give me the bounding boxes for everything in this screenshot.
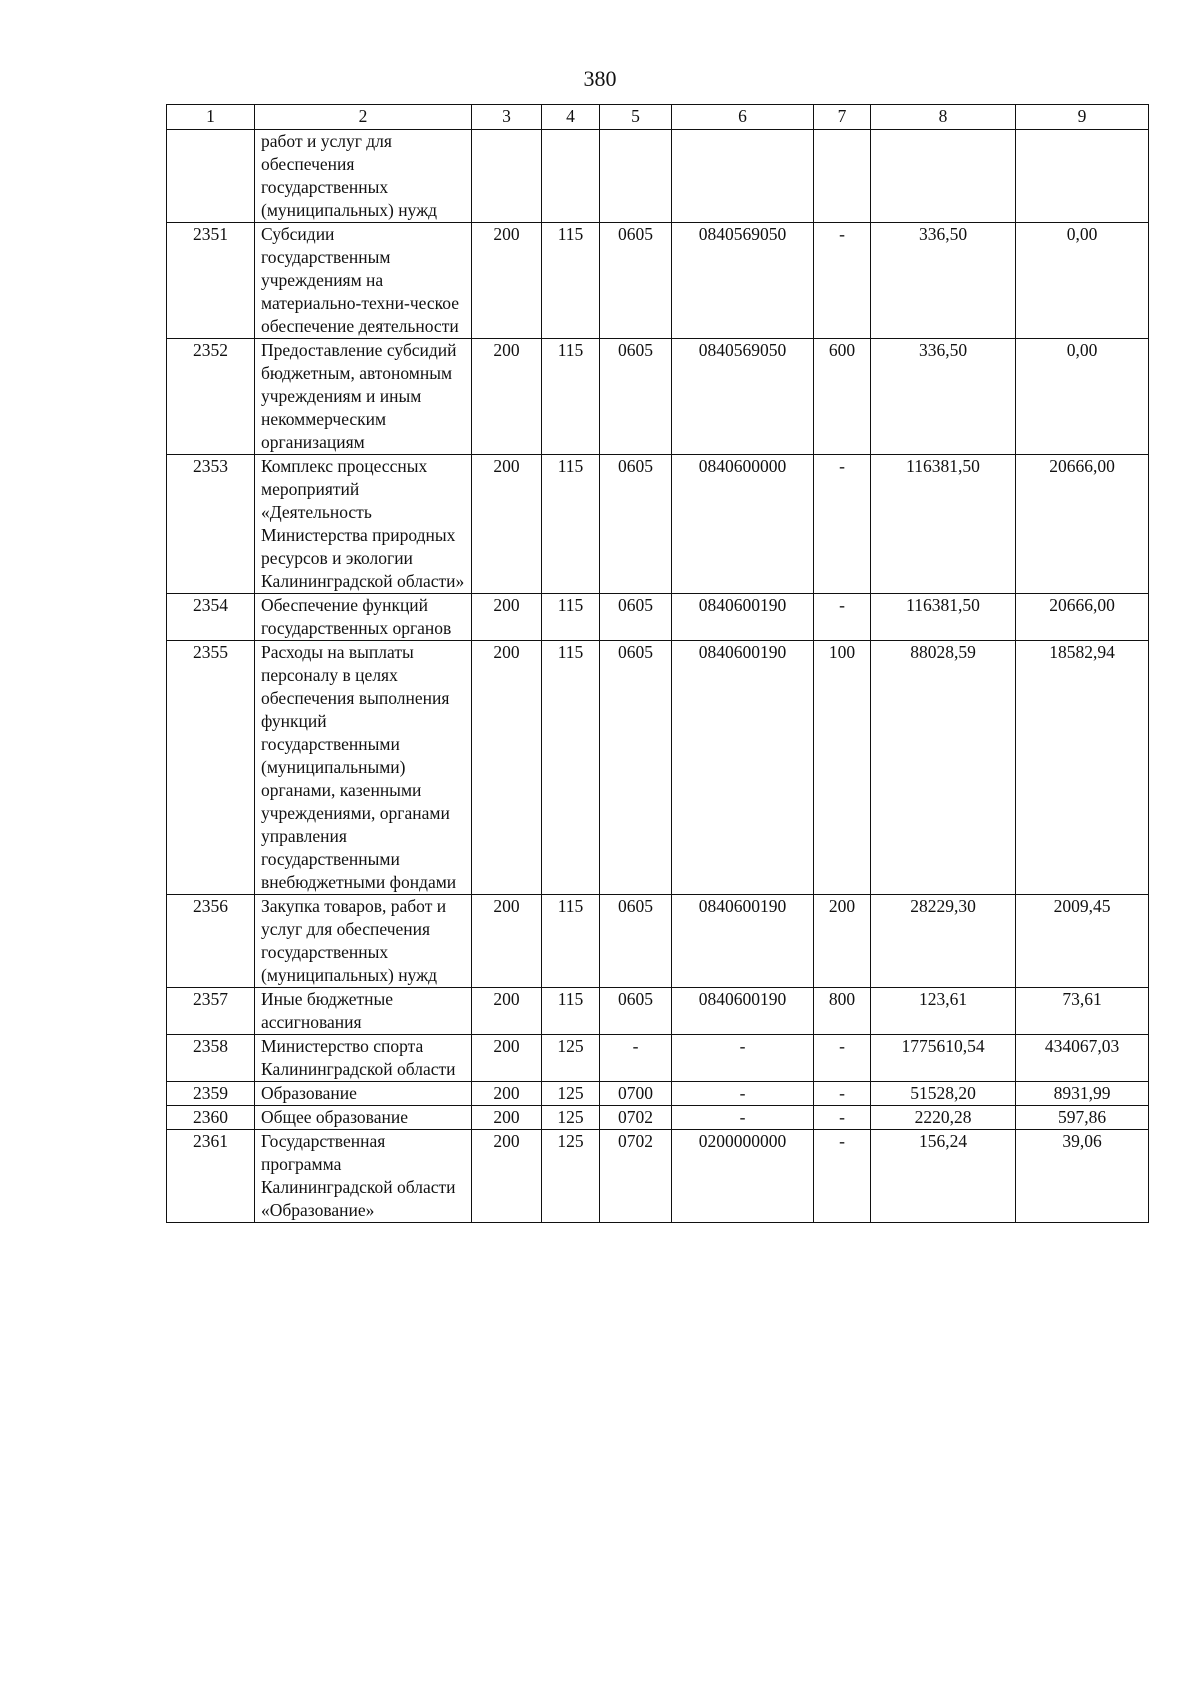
row-expense-type: - (814, 223, 871, 339)
row-name: работ и услуг для обеспечения государственных (муниципальных) нужд (255, 130, 472, 223)
table-row (167, 1035, 1149, 1082)
row-expense-type: - (814, 1035, 871, 1082)
row-amount-8: 116381,50 (871, 455, 1016, 594)
row-section: 0702 (600, 1130, 672, 1223)
row-code-3: 200 (472, 594, 542, 641)
row-number (167, 130, 255, 223)
row-code-4: 125 (542, 1106, 600, 1130)
row-target-article (672, 130, 814, 223)
row-target-article: - (672, 1082, 814, 1106)
row-target-article: 0840600000 (672, 455, 814, 594)
row-expense-type: 600 (814, 339, 871, 455)
row-number: 2358 (167, 1035, 255, 1082)
row-code-3: 200 (472, 1130, 542, 1223)
row-amount-8: 28229,30 (871, 895, 1016, 988)
header-row (167, 105, 1149, 130)
row-name: Расходы на выплаты персоналу в целях обеспечения выполнения функций государственными (муниципальными) органами, казенными учреждениями, органами управления государственными внебюджетными фондами (255, 641, 472, 895)
row-name: Образование (255, 1082, 472, 1106)
row-code-3: 200 (472, 1082, 542, 1106)
table-row (167, 339, 1149, 455)
row-name: Комплекс процессных мероприятий «Деятельность Министерства природных ресурсов и экологии Калининградской области» (255, 455, 472, 594)
row-number: 2353 (167, 455, 255, 594)
row-amount-9: 39,06 (1016, 1130, 1149, 1223)
table-row (167, 988, 1149, 1035)
row-target-article: - (672, 1106, 814, 1130)
row-amount-8: 116381,50 (871, 594, 1016, 641)
row-number: 2351 (167, 223, 255, 339)
row-name: Иные бюджетные ассигнования (255, 988, 472, 1035)
row-code-4: 115 (542, 455, 600, 594)
row-target-article: 0840600190 (672, 988, 814, 1035)
row-code-4: 125 (542, 1035, 600, 1082)
row-target-article: 0840600190 (672, 895, 814, 988)
row-section: 0605 (600, 455, 672, 594)
row-code-4 (542, 130, 600, 223)
row-section: 0605 (600, 339, 672, 455)
table-body (167, 130, 1149, 1223)
table-row (167, 594, 1149, 641)
row-code-4: 115 (542, 223, 600, 339)
column-header: 7 (814, 105, 871, 130)
row-target-article: 0840569050 (672, 339, 814, 455)
row-code-3: 200 (472, 641, 542, 895)
row-code-3 (472, 130, 542, 223)
row-number: 2360 (167, 1106, 255, 1130)
table-row (167, 1106, 1149, 1130)
column-header: 6 (672, 105, 814, 130)
table-row (167, 1130, 1149, 1223)
row-code-4: 115 (542, 988, 600, 1035)
row-section (600, 130, 672, 223)
row-target-article: 0840600190 (672, 594, 814, 641)
row-code-3: 200 (472, 1106, 542, 1130)
row-amount-9: 18582,94 (1016, 641, 1149, 895)
budget-table (166, 104, 1149, 1223)
row-code-3: 200 (472, 339, 542, 455)
row-name: Общее образование (255, 1106, 472, 1130)
row-name: Государственная программа Калининградской области «Образование» (255, 1130, 472, 1223)
row-code-3: 200 (472, 1035, 542, 1082)
row-amount-9: 20666,00 (1016, 455, 1149, 594)
row-target-article: 0840569050 (672, 223, 814, 339)
table-row (167, 130, 1149, 223)
row-amount-8: 88028,59 (871, 641, 1016, 895)
table-row (167, 1082, 1149, 1106)
row-code-3: 200 (472, 455, 542, 594)
row-section: 0605 (600, 594, 672, 641)
row-name: Закупка товаров, работ и услуг для обеспечения государственных (муниципальных) нужд (255, 895, 472, 988)
page-number: 380 (583, 66, 617, 91)
table-row (167, 641, 1149, 895)
row-number: 2354 (167, 594, 255, 641)
column-header: 9 (1016, 105, 1149, 130)
column-header: 4 (542, 105, 600, 130)
row-expense-type: 200 (814, 895, 871, 988)
row-amount-9: 597,86 (1016, 1106, 1149, 1130)
column-header: 3 (472, 105, 542, 130)
row-amount-9: 0,00 (1016, 223, 1149, 339)
row-expense-type (814, 130, 871, 223)
row-code-4: 125 (542, 1082, 600, 1106)
row-number: 2355 (167, 641, 255, 895)
row-code-4: 115 (542, 895, 600, 988)
row-expense-type: - (814, 1082, 871, 1106)
row-expense-type: - (814, 1106, 871, 1130)
column-header: 1 (167, 105, 255, 130)
row-amount-9: 73,61 (1016, 988, 1149, 1035)
row-expense-type: - (814, 1130, 871, 1223)
row-name: Субсидии государственным учреждениям на материально-техни-ческое обеспечение деятельности (255, 223, 472, 339)
row-number: 2361 (167, 1130, 255, 1223)
row-name: Министерство спорта Калининградской области (255, 1035, 472, 1082)
row-code-4: 115 (542, 339, 600, 455)
row-number: 2359 (167, 1082, 255, 1106)
row-name: Обеспечение функций государственных органов (255, 594, 472, 641)
row-target-article: 0840600190 (672, 641, 814, 895)
row-amount-8: 336,50 (871, 339, 1016, 455)
row-expense-type: - (814, 455, 871, 594)
row-amount-8: 156,24 (871, 1130, 1016, 1223)
row-code-3: 200 (472, 988, 542, 1035)
row-section: 0702 (600, 1106, 672, 1130)
row-amount-9: 0,00 (1016, 339, 1149, 455)
row-section: 0700 (600, 1082, 672, 1106)
row-name: Предоставление субсидий бюджетным, автономным учреждениям и иным некоммерческим организациям (255, 339, 472, 455)
row-code-4: 125 (542, 1130, 600, 1223)
table-row (167, 455, 1149, 594)
column-header: 5 (600, 105, 672, 130)
row-expense-type: 100 (814, 641, 871, 895)
row-number: 2352 (167, 339, 255, 455)
row-number: 2357 (167, 988, 255, 1035)
row-section: 0605 (600, 895, 672, 988)
row-amount-8: 51528,20 (871, 1082, 1016, 1106)
row-amount-8: 1775610,54 (871, 1035, 1016, 1082)
row-amount-9: 2009,45 (1016, 895, 1149, 988)
table-row (167, 223, 1149, 339)
row-number: 2356 (167, 895, 255, 988)
row-code-4: 115 (542, 641, 600, 895)
row-code-3: 200 (472, 895, 542, 988)
row-amount-8: 336,50 (871, 223, 1016, 339)
row-section: 0605 (600, 641, 672, 895)
row-section: - (600, 1035, 672, 1082)
row-amount-8 (871, 130, 1016, 223)
row-amount-9: 434067,03 (1016, 1035, 1149, 1082)
row-amount-9: 20666,00 (1016, 594, 1149, 641)
row-expense-type: 800 (814, 988, 871, 1035)
row-section: 0605 (600, 223, 672, 339)
row-code-4: 115 (542, 594, 600, 641)
row-target-article: - (672, 1035, 814, 1082)
row-expense-type: - (814, 594, 871, 641)
table-row (167, 895, 1149, 988)
row-section: 0605 (600, 988, 672, 1035)
column-header: 2 (255, 105, 472, 130)
row-amount-8: 2220,28 (871, 1106, 1016, 1130)
row-amount-9 (1016, 130, 1149, 223)
row-target-article: 0200000000 (672, 1130, 814, 1223)
row-amount-8: 123,61 (871, 988, 1016, 1035)
row-amount-9: 8931,99 (1016, 1082, 1149, 1106)
row-code-3: 200 (472, 223, 542, 339)
column-header: 8 (871, 105, 1016, 130)
